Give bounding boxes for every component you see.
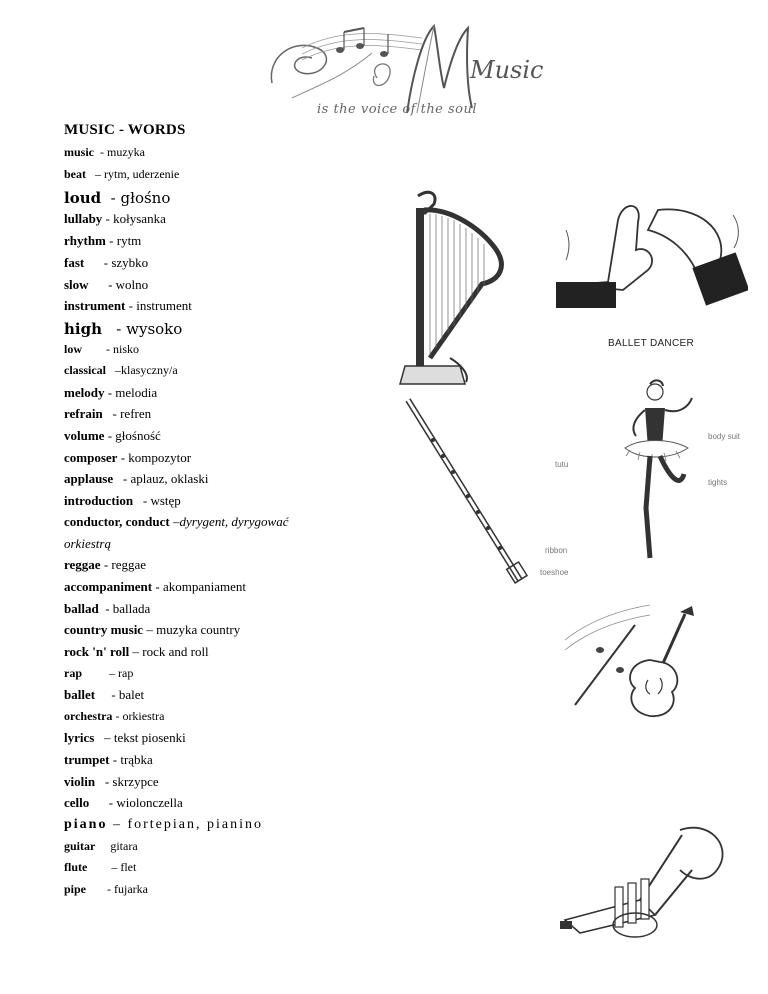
- vocab-row: [64, 795, 183, 811]
- polish-translation: reggae: [111, 557, 147, 572]
- polish-translation: muzyka country: [156, 622, 241, 637]
- vocab-row: [64, 817, 263, 833]
- polish-translation: aplauz, oklaski: [130, 471, 209, 486]
- english-word: reggae: [64, 557, 101, 572]
- english-word: fast: [64, 255, 85, 270]
- english-word: pipe: [64, 882, 87, 896]
- separator: -: [109, 752, 121, 767]
- separator: -: [105, 233, 117, 248]
- english-word: guitar: [64, 839, 96, 853]
- english-word: music: [64, 145, 94, 159]
- english-word: ballad: [64, 601, 99, 616]
- vocab-row: [64, 514, 288, 530]
- separator: -: [102, 211, 114, 226]
- separator: -: [117, 450, 129, 465]
- separator: -: [133, 493, 151, 508]
- vocab-row: [64, 320, 182, 338]
- vocab-row: [64, 839, 138, 854]
- vocab-row: [64, 145, 145, 160]
- polish-translation: muzyka: [107, 145, 145, 159]
- flute-illustration: [398, 395, 528, 595]
- clapping-hands-illustration: [548, 190, 748, 310]
- polish-translation: rytm: [116, 233, 142, 248]
- separator: -: [112, 709, 123, 723]
- separator: -: [84, 255, 112, 270]
- english-word: instrument: [64, 298, 126, 313]
- separator: –: [169, 514, 180, 529]
- polish-translation: skrzypce: [112, 774, 159, 789]
- polish-translation: akompaniament: [162, 579, 246, 594]
- polish-translation: klasyczny/a: [121, 363, 178, 377]
- separator: -: [94, 145, 107, 159]
- vocab-row: [64, 730, 186, 746]
- vocab-row: [64, 579, 246, 595]
- polish-translation: wolno: [115, 277, 149, 292]
- vocab-row: [64, 557, 146, 573]
- vocab-row: [64, 471, 208, 487]
- vocab-row: [64, 644, 209, 660]
- english-word: violin: [64, 774, 96, 789]
- polish-translation: melodia: [115, 385, 158, 400]
- vocab-row: [64, 450, 191, 466]
- separator: –: [82, 666, 118, 680]
- vocab-row: [64, 752, 153, 768]
- polish-translation: szybko: [111, 255, 149, 270]
- english-word: conductor, conduct: [64, 514, 170, 529]
- polish-translation: dyrygent, dyrygować: [179, 514, 289, 529]
- label-tutu: tutu: [555, 460, 569, 469]
- separator: -: [82, 342, 113, 356]
- polish-translation: wiolonczella: [116, 795, 183, 810]
- separator: –: [86, 167, 104, 181]
- separator: -: [113, 471, 131, 486]
- violin-illustration: [560, 600, 710, 720]
- separator: -: [102, 406, 121, 421]
- vocab-row: [64, 774, 159, 790]
- vocab-row: [64, 666, 133, 681]
- english-word: volume: [64, 428, 105, 443]
- vocab-row: [64, 363, 178, 378]
- separator: -: [100, 557, 112, 572]
- vocab-row: [64, 255, 148, 271]
- polish-translation: wstęp: [150, 493, 181, 508]
- separator: –: [107, 817, 128, 832]
- polish-translation: instrument: [136, 298, 192, 313]
- polish-translation: orkiestrą: [64, 536, 111, 551]
- separator: -: [125, 298, 137, 313]
- vocab-row: [64, 233, 141, 249]
- english-word: lullaby: [64, 211, 103, 226]
- english-word: lyrics: [64, 730, 95, 745]
- vocab-row: [64, 298, 192, 314]
- separator: -: [104, 428, 116, 443]
- english-word: slow: [64, 277, 89, 292]
- polish-translation: wysoko: [126, 320, 183, 338]
- english-word: refrain: [64, 406, 103, 421]
- label-toeshoe: toeshoe: [540, 568, 569, 577]
- separator: –: [87, 860, 121, 874]
- polish-translation: kompozytor: [128, 450, 192, 465]
- english-word: flute: [64, 860, 88, 874]
- polish-translation: rytm, uderzenie: [104, 167, 180, 181]
- logo-word: Music: [470, 56, 544, 84]
- vocab-row: [64, 167, 179, 182]
- polish-translation: fujarka: [114, 882, 148, 896]
- polish-translation: rock and roll: [142, 644, 209, 659]
- vocab-row: [64, 601, 150, 617]
- separator: –: [143, 622, 157, 637]
- english-word: cello: [64, 795, 90, 810]
- vocab-row: [64, 189, 170, 207]
- vocab-row: [64, 687, 144, 703]
- polish-translation: gitara: [110, 839, 138, 853]
- label-ribbon: ribbon: [545, 546, 568, 555]
- logo-tagline: is the voice of the soul: [317, 102, 478, 117]
- vocab-row: [64, 277, 148, 293]
- label-body-suit: body suit: [708, 432, 741, 441]
- english-word: applause: [64, 471, 114, 486]
- separator: [95, 839, 110, 854]
- label-tights: tights: [708, 478, 728, 487]
- english-word: ballet: [64, 687, 96, 702]
- polish-translation: rap: [118, 666, 134, 680]
- english-word: classical: [64, 363, 106, 377]
- separator: -: [95, 774, 113, 789]
- separator: -: [95, 687, 119, 702]
- separator: -: [104, 385, 116, 400]
- english-word: beat: [64, 167, 86, 181]
- polish-translation: orkiestra: [122, 709, 165, 723]
- separator: -: [88, 277, 116, 292]
- english-word: composer: [64, 450, 118, 465]
- polish-translation: głośno: [120, 189, 171, 207]
- english-word: rock 'n' roll: [64, 644, 130, 659]
- polish-translation: trąbka: [120, 752, 153, 767]
- polish-translation: kołysanka: [113, 211, 166, 226]
- english-word: orchestra: [64, 709, 113, 723]
- trumpet-illustration: [560, 815, 730, 945]
- separator: -: [98, 601, 113, 616]
- polish-translation: fortepian, pianino: [127, 817, 263, 832]
- vocab-row: [64, 622, 240, 638]
- english-word: low: [64, 342, 82, 356]
- polish-translation: balet: [118, 687, 145, 702]
- separator: -: [89, 795, 117, 810]
- polish-translation: tekst piosenki: [113, 730, 186, 745]
- separator: –: [106, 363, 121, 377]
- english-word: rap: [64, 666, 82, 680]
- separator: -: [152, 579, 163, 594]
- english-word: loud: [64, 189, 102, 207]
- polish-translation: nisko: [113, 342, 140, 356]
- polish-translation: ballada: [112, 601, 151, 616]
- english-word: melody: [64, 385, 105, 400]
- vocab-row: [64, 493, 181, 509]
- english-word: accompaniment: [64, 579, 153, 594]
- separator: -: [86, 882, 115, 896]
- english-word: piano: [64, 817, 108, 832]
- english-word: country music: [64, 622, 144, 637]
- english-word: introduction: [64, 493, 134, 508]
- polish-translation: głośność: [115, 428, 161, 443]
- vocab-row: [64, 406, 151, 422]
- english-word: trumpet: [64, 752, 110, 767]
- english-word: high: [64, 320, 102, 338]
- page-title: MUSIC - WORDS: [64, 122, 186, 138]
- vocab-row: [64, 385, 157, 401]
- separator: -: [101, 189, 121, 207]
- vocab-row: [64, 536, 111, 552]
- ballet-dancer-heading: BALLET DANCER: [608, 338, 694, 349]
- vocab-row: [64, 342, 139, 357]
- separator: –: [129, 644, 143, 659]
- music-logo: [262, 18, 544, 123]
- vocab-row: [64, 211, 166, 227]
- separator: -: [102, 320, 127, 338]
- polish-translation: refren: [120, 406, 152, 421]
- polish-translation: flet: [120, 860, 137, 874]
- separator: –: [94, 730, 114, 745]
- vocab-row: [64, 860, 136, 875]
- vocab-row: [64, 709, 164, 724]
- ballet-dancer-illustration: [600, 378, 710, 578]
- vocab-row: [64, 882, 148, 897]
- vocab-row: [64, 428, 161, 444]
- english-word: rhythm: [64, 233, 106, 248]
- harp-illustration: [390, 188, 520, 388]
